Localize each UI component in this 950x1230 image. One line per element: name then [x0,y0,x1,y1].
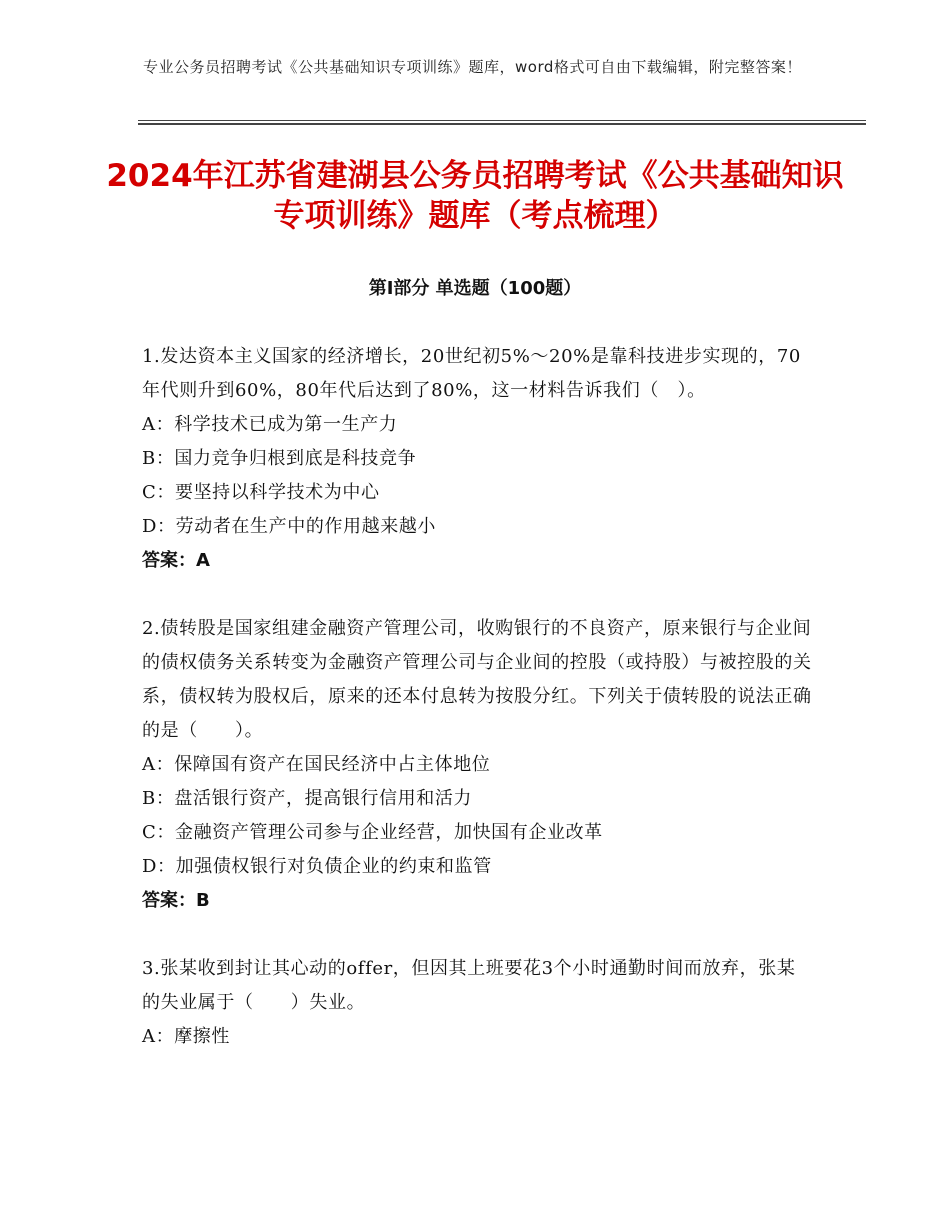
option-d: D：加强债权银行对负债企业的约束和监管 [142,856,492,877]
question-2 [142,612,812,918]
question-spacer [142,578,812,612]
section-heading: 第Ⅰ部分 单选题（100题） [368,278,582,299]
question-stem: 3.张某收到封让其心动的offer，但因其上班要花3个小时通勤时间而放弃，张某的失业属于（ ）失业。 [142,958,796,1013]
document-title: 2024年江苏省建湖县公务员招聘考试《公共基础知识专项训练》题库（考点梳理） [106,158,844,234]
option-b: B：盘活银行资产，提高银行信用和活力 [142,788,473,809]
answer: 答案：B [142,890,210,911]
question-spacer [142,918,812,952]
question-1 [142,340,812,578]
question-list [142,340,812,1054]
header-divider [138,120,866,125]
question-stem: 2.债转股是国家组建金融资产管理公司，收购银行的不良资产，原来银行与企业间的债权债务关系转变为金融资产管理公司与企业间的控股（或持股）与被控股的关系，债权转为股权后，原来的还本付息转为按股分红。下列关于债转股的说法正确的是（ ）。 [142,618,812,741]
option-c: C：要坚持以科学技术为中心 [142,482,380,503]
option-c: C：金融资产管理公司参与企业经营，加快国有企业改革 [142,822,603,843]
option-d: D：劳动者在生产中的作用越来越小 [142,516,437,537]
question-3 [142,952,812,1054]
header-note: 专业公务员招聘考试《公共基础知识专项训练》题库，word格式可自由下载编辑，附完整答案！ [143,58,802,76]
answer: 答案：A [142,550,210,571]
question-stem: 1.发达资本主义国家的经济增长，20世纪初5%～20%是靠科技进步实现的，70年代则升到60%，80年代后达到了80%，这一材料告诉我们（ ）。 [142,346,801,401]
option-a: A：科学技术已成为第一生产力 [142,414,398,435]
option-b: B：国力竞争归根到底是科技竞争 [142,448,417,469]
option-a: A：摩擦性 [142,1026,230,1047]
option-a: A：保障国有资产在国民经济中占主体地位 [142,754,491,775]
